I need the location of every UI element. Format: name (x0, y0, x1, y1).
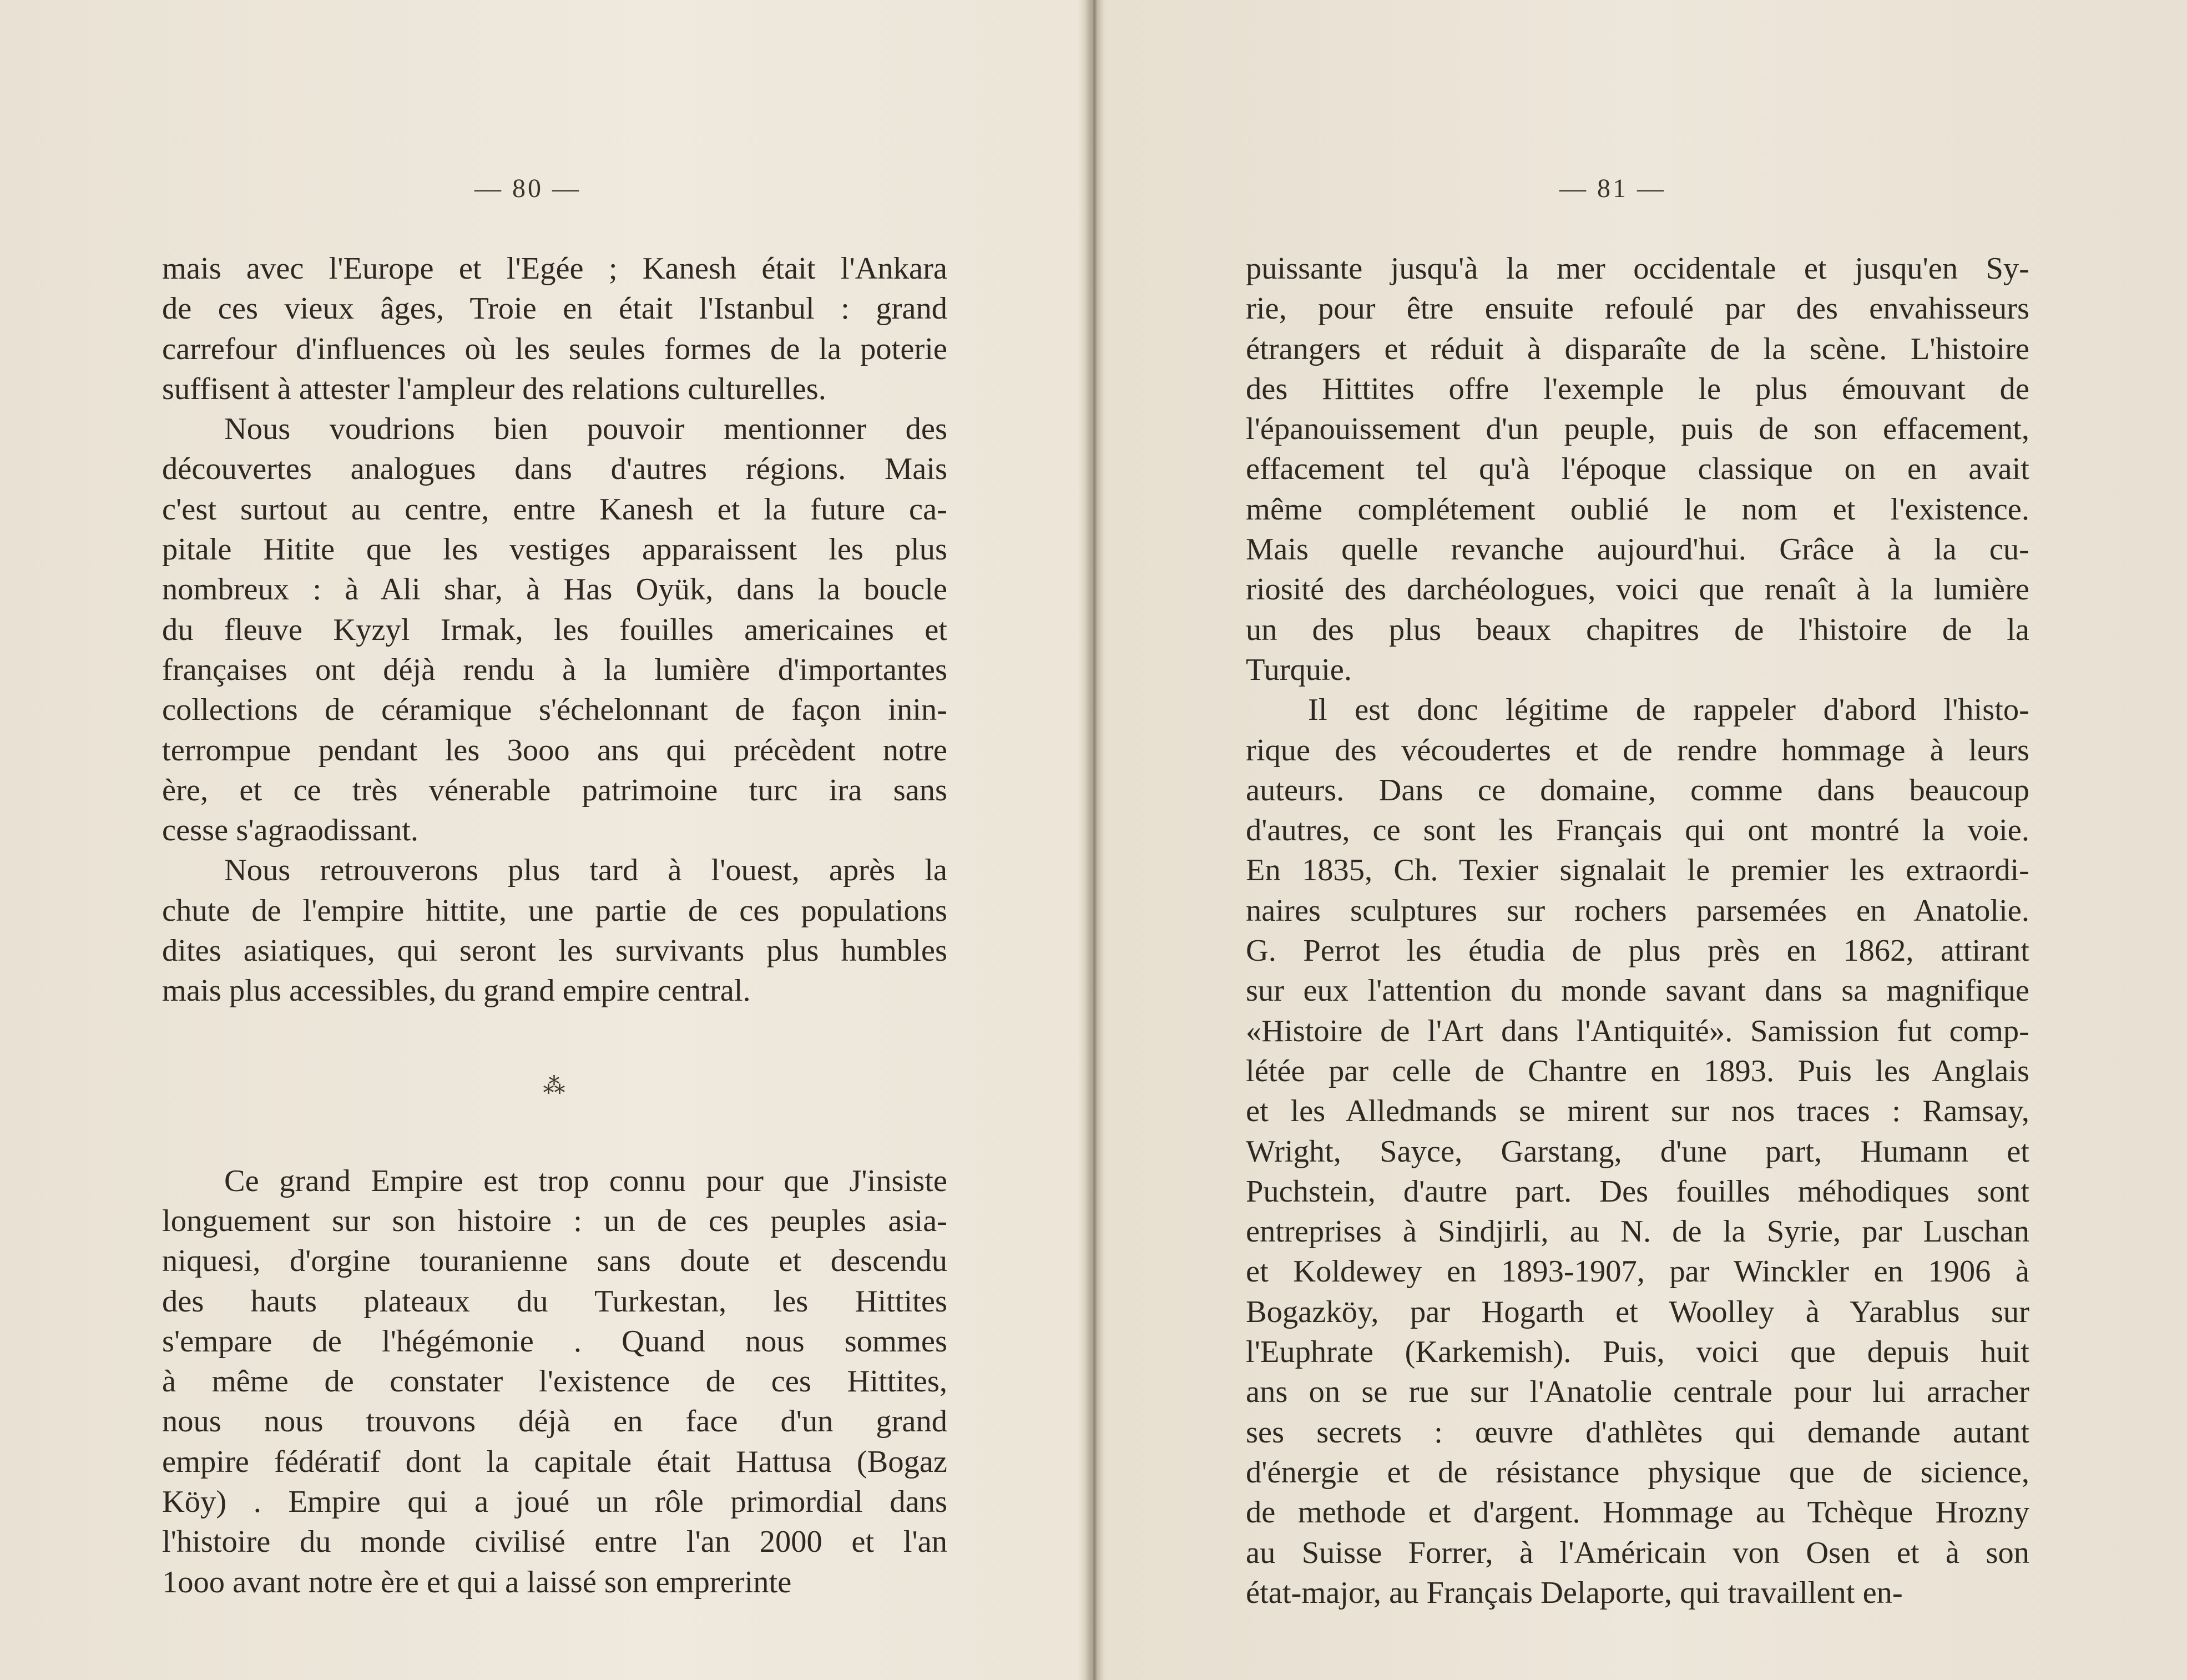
text-line: s'empare de l'hégémonie . Quand nous sommes (162, 1324, 947, 1359)
text-line: Wright, Sayce, Garstang, d'une part, Humann et (1246, 1134, 2029, 1169)
text-line: collections de céramique s'échelonnant de façon inin- (162, 693, 947, 728)
text-line: l'Euphrate (Karkemish). Puis, voici que depuis huit (1246, 1335, 2029, 1370)
right-page (1102, 0, 2187, 1680)
text-line: puissante jusqu'à la mer occidentale et jusqu'en Sy- (1246, 251, 2029, 286)
text-line: 1ooo avant notre ère et qui a laissé son emprerinte (162, 1565, 792, 1600)
text-line: mais plus accessibles, du grand empire central. (162, 973, 751, 1008)
text-line: l'épanouissement d'un peuple, puis de son effacement, (1246, 412, 2029, 447)
text-line: nombreux : à Ali shar, à Has Oyük, dans la boucle (162, 572, 947, 607)
text-line: ère, et ce très vénerable patrimoine turc ira sans (162, 773, 947, 808)
text-line: de ces vieux âges, Troie en était l'Istanbul : grand (162, 291, 947, 326)
text-line: létée par celle de Chantre en 1893. Puis les Anglais (1246, 1053, 2029, 1088)
text-line: rique des vécoudertes et de rendre hommage à leurs (1246, 733, 2029, 768)
text-line: niquesi, d'orgine touranienne sans doute et descendu (162, 1244, 947, 1279)
text-line: auteurs. Dans ce domaine, comme dans beaucoup (1246, 773, 2029, 808)
text-line: En 1835, Ch. Texier signalait le premier les extraordi- (1246, 853, 2029, 888)
text-line: ans on se rue sur l'Anatolie centrale pour lui arracher (1246, 1375, 2029, 1410)
text-line: effacement tel qu'à l'époque classique on en avait (1246, 452, 2029, 487)
text-block (162, 1161, 947, 1602)
text-line: suffisent à attester l'ampleur des relations culturelles. (162, 371, 826, 406)
text-line: du fleuve Kyzyl Irmak, les fouilles americaines et (162, 612, 947, 647)
text-block (162, 249, 947, 1011)
section-separator: ⁂ (543, 1073, 567, 1098)
text-line: d'énergie et de résistance physique que de sicience, (1246, 1455, 2029, 1490)
section-gap (162, 1011, 947, 1067)
text-line: cesse s'agraodissant. (162, 813, 419, 848)
text-block (1246, 249, 2029, 1613)
text-line: chute de l'empire hittite, une partie de ces populations (162, 893, 947, 928)
text-line: c'est surtout au centre, entre Kanesh et la future ca- (162, 492, 947, 527)
text-line: rie, pour être ensuite refoulé par des envahisseurs (1246, 291, 2029, 326)
paragraph (1246, 690, 2029, 1613)
text-line: découvertes analogues dans d'autres régions. Mais (162, 452, 947, 487)
section-gap (162, 1106, 947, 1161)
text-line: état-major, au Français Delaporte, qui travaillent en- (1246, 1575, 1903, 1610)
text-line: des Hittites offre l'exemple le plus émouvant de (1246, 371, 2029, 406)
text-line: même complétement oublié le nom et l'existence. (1246, 492, 2029, 527)
text-line: Nous voudrions bien pouvoir mentionner des (224, 412, 947, 447)
page-text (162, 249, 947, 1602)
text-line: et les Alledmands se mirent sur nos traces : Ramsay, (1246, 1094, 2029, 1129)
paragraph (162, 249, 947, 409)
text-line: Puchstein, d'autre part. Des fouilles méhodiques sont (1246, 1174, 2029, 1209)
text-line: carrefour d'influences où les seules formes de la poterie (162, 331, 947, 366)
paragraph (162, 1161, 947, 1602)
text-line: Mais quelle revanche aujourd'hui. Grâce à la cu- (1246, 532, 2029, 567)
text-line: étrangers et réduit à disparaîte de la scène. L'histoire (1246, 331, 2029, 366)
page-number: — 81 — (1559, 174, 1666, 203)
text-line: Il est donc légitime de rappeler d'abord l'histo- (1308, 693, 2029, 728)
text-line: mais avec l'Europe et l'Egée ; Kanesh était l'Ankara (162, 251, 947, 286)
text-line: Bogazköy, par Hogarth et Woolley à Yarablus sur (1246, 1294, 2029, 1329)
text-line: riosité des darchéologues, voici que renaît à la lumière (1246, 572, 2029, 607)
text-line: au Suisse Forrer, à l'Américain von Osen et à son (1246, 1535, 2029, 1570)
left-page (0, 0, 1088, 1680)
page-text (1246, 249, 2029, 1613)
text-line: un des plus beaux chapitres de l'histoire de la (1246, 612, 2029, 647)
text-line: des hauts plateaux du Turkestan, les Hittites (162, 1284, 947, 1319)
text-line: d'autres, ce sont les Français qui ont montré la voie. (1246, 813, 2029, 848)
text-line: terrompue pendant les 3ooo ans qui précèdent notre (162, 733, 947, 768)
text-line: Turquie. (1246, 652, 1352, 687)
text-line: naires sculptures sur rochers parsemées en Anatolie. (1246, 893, 2029, 928)
text-line: G. Perrot les étudia de plus près en 1862, attirant (1246, 934, 2029, 968)
paragraph (162, 409, 947, 850)
text-line: françaises ont déjà rendu à la lumière d'importantes (162, 652, 947, 687)
text-line: entreprises à Sindjirli, au N. de la Syrie, par Luschan (1246, 1214, 2029, 1249)
text-line: empire fédératif dont la capitale était Hattusa (Bogaz (162, 1444, 947, 1479)
paragraph (1246, 249, 2029, 690)
text-line: longuement sur son histoire : un de ces peuples asia- (162, 1203, 947, 1238)
text-line: Köy) . Empire qui a joué un rôle primordial dans (162, 1485, 947, 1520)
text-line: à même de constater l'existence de ces Hittites, (162, 1364, 947, 1399)
text-line: l'histoire du monde civilisé entre l'an 2000 et l'an (162, 1525, 947, 1560)
paragraph (162, 850, 947, 1011)
text-line: pitale Hitite que les vestiges apparaissent les plus (162, 532, 947, 567)
text-line: nous nous trouvons déjà en face d'un grand (162, 1404, 947, 1439)
text-line: de methode et d'argent. Hommage au Tchèque Hrozny (1246, 1495, 2029, 1530)
text-line: Nous retrouverons plus tard à l'ouest, après la (224, 853, 947, 888)
page-number: — 80 — (474, 174, 581, 203)
text-line: ses secrets : œuvre d'athlètes qui demande autant (1246, 1415, 2029, 1450)
text-line: «Histoire de l'Art dans l'Antiquité». Samission fut comp- (1246, 1013, 2029, 1048)
text-line: sur eux l'attention du monde savant dans sa magnifique (1246, 973, 2029, 1008)
text-line: Ce grand Empire est trop connu pour que J'insiste (224, 1163, 947, 1198)
text-line: et Koldewey en 1893-1907, par Winckler en 1906 à (1246, 1254, 2029, 1289)
text-line: dites asiatiques, qui seront les survivants plus humbles (162, 934, 947, 968)
